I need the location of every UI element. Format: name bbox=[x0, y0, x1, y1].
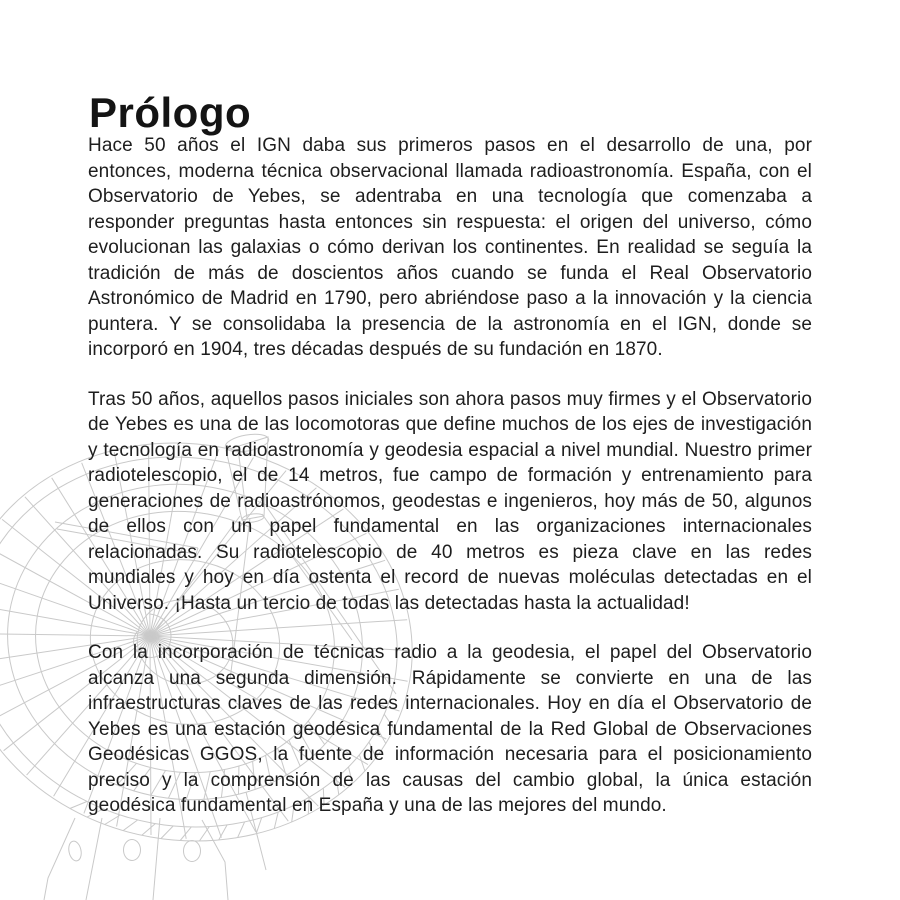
page-title: Prólogo bbox=[89, 89, 252, 137]
porthole-icon bbox=[67, 840, 83, 862]
prologue-paragraph-1: Hace 50 años el IGN daba sus primeros pasos en el desarrollo de una, por entonces, moderna técnica observacional llamada radioastronomía. España, con el Observatorio de Yebes, se adentraba en una tecnología que comenzaba a responder preguntas hasta entonces sin respuesta: el origen del universo, cómo evolucionan las galaxias o cómo derivan los continentes. En realidad se seguía la tradición de más de doscientos años cuando se funda el Real Observatorio Astronómico de Madrid en 1790, pero abriéndose paso a la innovación y la ciencia puntera. Y se consolidaba la presencia de la astronomía en el IGN, donde se incorporó en 1904, tres décadas después de su fundación en 1870. bbox=[88, 135, 812, 360]
prologue-paragraph-2: Tras 50 años, aquellos pasos iniciales son ahora pasos muy firmes y el Observatorio de Yebes es una de las locomotoras que define muchos de los ejes de investigación y tecnología en radioastronomía y geodesia espacial a nivel mundial. Nuestro primer radiotelescopio, el de 14 metros, fue campo de formación y entrenamiento para generaciones de radioastrónomos, geodestas e ingenieros, hoy más de 50, algunos de ellos con un papel fundamental en las organizaciones internacionales relacionadas. Su radiotelescopio de 40 metros es pieza clave en las redes mundiales y hoy en día ostenta el record de nuevas moléculas detectadas en el Universo. ¡Hasta un tercio de todas las detectadas hasta la actualidad! bbox=[88, 388, 812, 614]
prologue-body bbox=[88, 133, 812, 843]
prologue-paragraph-3: Con la incorporación de técnicas radio a la geodesia, el papel del Observatorio alcanza una segunda dimensión. Rápidamente se convierte en una de las infraestructuras claves de las redes internacionales. Hoy en día el Observatorio de Yebes es una estación geodésica fundamental de la Red Global de Observaciones Geodésicas GGOS, la fuente de información necesaria para el posicionamiento preciso y la comprensión de las causas del cambio global, la única estación geodésica fundamental en España y una de las mejores del mundo. bbox=[88, 642, 812, 816]
porthole-icon bbox=[124, 840, 141, 861]
porthole-icon bbox=[184, 841, 201, 862]
